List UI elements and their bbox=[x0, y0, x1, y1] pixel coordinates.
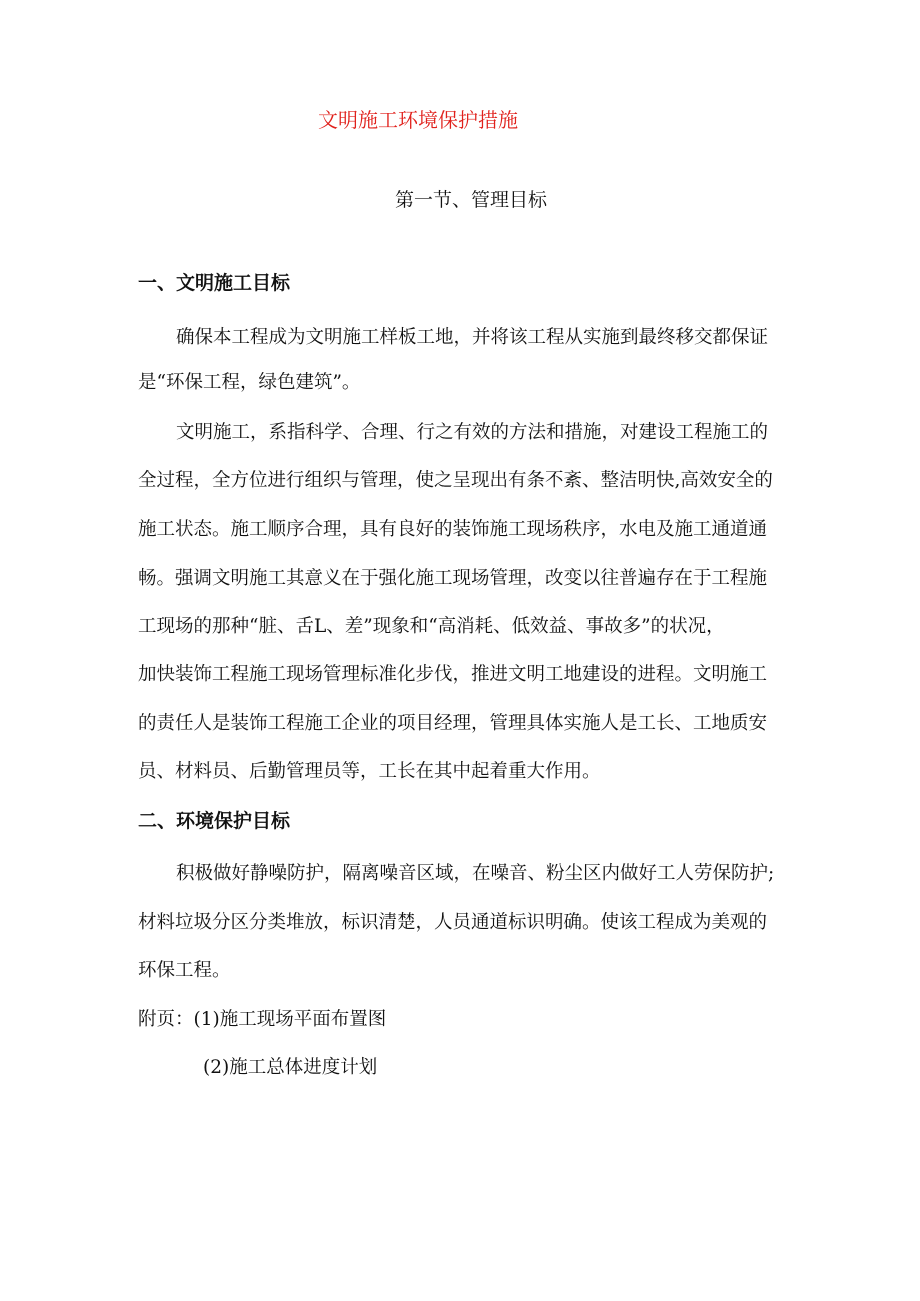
paragraph-line: 的责任人是装饰工程施工企业的项目经理，管理具体实施人是工长、工地质安 bbox=[138, 713, 768, 734]
paragraph-line: 加快装饰工程施工现场管理标准化步伐，推进文明工地建设的进程。文明施工 bbox=[138, 664, 768, 685]
paragraph-line: 积极做好静噪防护，隔离噪音区域，在噪音、粉尘区内做好工人劳保防护; bbox=[176, 863, 775, 884]
appendix-line: (2)施工总体进度计划 bbox=[203, 1057, 378, 1078]
paragraph-line: 文明施工，系指科学、合理、行之有效的方法和措施，对建设工程施工的 bbox=[176, 422, 769, 443]
paragraph-line: 材料垃圾分区分类堆放，标识清楚，人员通道标识明确。使该工程成为美观的 bbox=[138, 912, 768, 933]
paragraph-line: 环保工程。 bbox=[138, 960, 231, 981]
heading-civilized-construction-goal: 一、文明施工目标 bbox=[138, 272, 291, 294]
paragraph-line: 畅。强调文明施工其意义在于强化施工现场管理，改变以往普遍存在于工程施 bbox=[138, 568, 768, 589]
heading-environment-protection-goal: 二、环境保护目标 bbox=[138, 810, 291, 832]
appendix-line: 附页：(1)施工现场平面布置图 bbox=[138, 1009, 387, 1030]
paragraph-line: 员、材料员、后勤管理员等，工长在其中起着重大作用。 bbox=[138, 761, 601, 782]
paragraph-line: 全过程，全方位进行组织与管理，使之呈现出有条不紊、整洁明快,高效安全的 bbox=[138, 470, 773, 491]
paragraph-line: 工现场的那种“脏、舌L、差”现象和“高消耗、低效益、事故多”的状况， bbox=[138, 616, 725, 637]
page-title: 文明施工环境保护措施 bbox=[318, 108, 518, 132]
paragraph-line: 施工状态。施工顺序合理，具有良好的装饰施工现场秩序，水电及施工通道通 bbox=[138, 519, 768, 540]
paragraph-line: 是“环保工程，绿色建筑”。 bbox=[138, 372, 361, 393]
paragraph-line: 确保本工程成为文明施工样板工地，并将该工程从实施到最终移交都保证 bbox=[176, 327, 769, 348]
section-title: 第一节、管理目标 bbox=[395, 189, 548, 211]
